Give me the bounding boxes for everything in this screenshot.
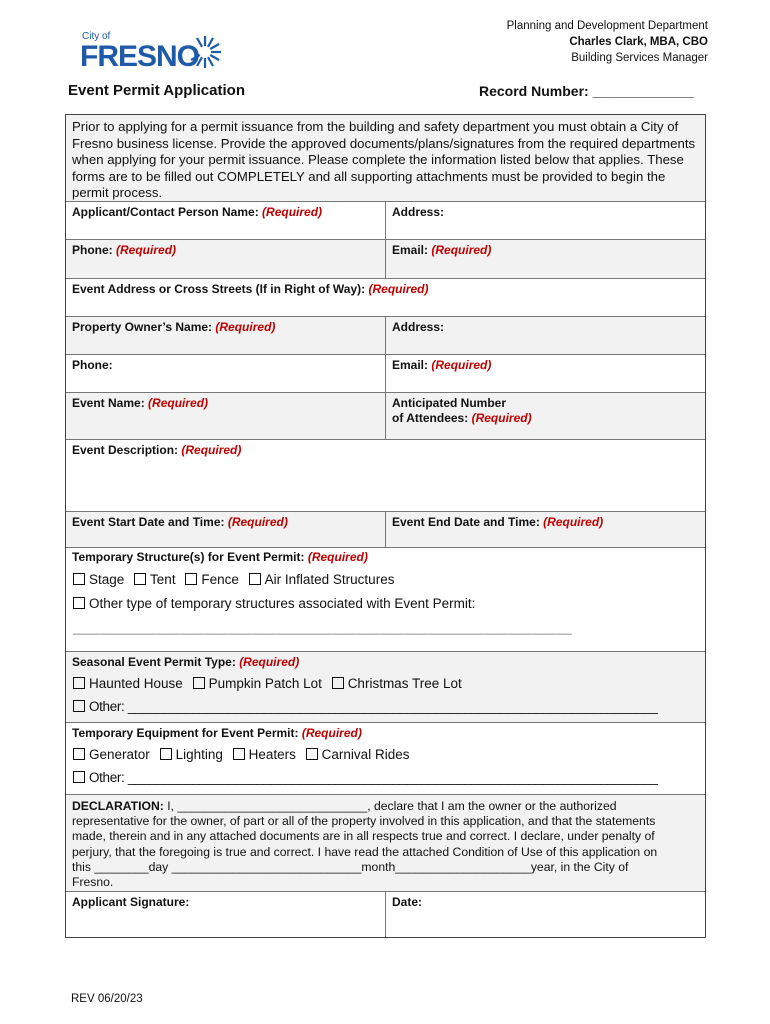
- declaration-label: DECLARATION:: [72, 799, 164, 813]
- checkbox-icon: [134, 573, 146, 585]
- event-address-field[interactable]: [66, 279, 705, 316]
- required-tag: (Required): [116, 243, 177, 257]
- checkbox-icon: [73, 771, 85, 783]
- logo-city-text: City of: [82, 31, 111, 42]
- owner-address-field[interactable]: [386, 317, 705, 354]
- phone-label: Phone:: [72, 243, 113, 257]
- declaration-line: made, therein and in any attached documents are in all respects true and correct. I declare, under penalty of: [72, 829, 655, 844]
- seasonal-label: Seasonal Event Permit Type:: [72, 655, 236, 669]
- email-label: Email:: [392, 243, 429, 257]
- manager-name: Charles Clark, MBA, CBO: [569, 36, 708, 48]
- required-tag: (Required): [431, 243, 492, 257]
- checkbox-icon: [306, 748, 318, 760]
- checkbox-lighting[interactable]: [160, 747, 223, 762]
- option-label: Tent: [150, 572, 176, 587]
- required-tag: (Required): [227, 515, 288, 529]
- event-description-label: Event Description:: [72, 443, 179, 457]
- required-tag: (Required): [262, 205, 323, 219]
- applicant-address-field[interactable]: [386, 202, 705, 239]
- required-tag: (Required): [543, 515, 604, 529]
- record-number-label: Record Number: _____________: [479, 83, 694, 99]
- owner-email-field[interactable]: [386, 355, 705, 392]
- intro-text: Prior to applying for a permit issuance from the building and safety department you must obtain a City of Fresno business license. Provide the approved documents/plans/signatures from the required departments when applying for your permit issuance. Please complete the information listed below that applies. These forms are to be filled out COMPLETELY and all supporting attachments must be provided to begin the permit process.: [66, 115, 705, 202]
- seasonal-row: [66, 652, 705, 723]
- event-dates-row: [66, 512, 705, 548]
- option-label: Other: __________________________________________________________________________: [89, 770, 658, 785]
- required-tag: (Required): [307, 550, 368, 564]
- declaration: [66, 795, 705, 892]
- event-name-field[interactable]: [66, 393, 386, 439]
- option-label: Fence: [201, 572, 239, 587]
- checkbox-icon: [249, 573, 261, 585]
- option-label: Lighting: [175, 747, 223, 762]
- event-end-field[interactable]: [386, 512, 705, 547]
- structures-row: [66, 548, 705, 652]
- applicant-name-field[interactable]: [66, 202, 386, 239]
- declaration-line: this ________day ____________________________month____________________year, in the City of: [72, 859, 629, 874]
- owner-address-label: Address:: [392, 320, 445, 334]
- checkbox-equipment-other[interactable]: [73, 770, 658, 785]
- equipment-label: Temporary Equipment for Event Permit:: [72, 726, 299, 740]
- owner-name-field[interactable]: [66, 317, 386, 354]
- required-tag: (Required): [239, 655, 300, 669]
- attendees-label-line2: of Attendees:: [392, 411, 469, 425]
- date-label: Date:: [392, 895, 423, 909]
- checkbox-heaters[interactable]: [233, 747, 296, 762]
- owner-row: [66, 317, 705, 355]
- option-label: Christmas Tree Lot: [347, 676, 462, 691]
- option-label: Generator: [89, 747, 150, 762]
- signature-field[interactable]: [66, 892, 386, 937]
- equipment-row: [66, 723, 705, 795]
- applicant-name-label: Applicant/Contact Person Name:: [72, 205, 259, 219]
- attendees-field[interactable]: [386, 393, 705, 439]
- event-description-field[interactable]: [66, 440, 705, 511]
- event-address-label: Event Address or Cross Streets (If in Right of Way):: [72, 282, 366, 296]
- city-logo: [80, 31, 220, 73]
- sun-icon: [188, 35, 222, 69]
- owner-name-label: Property Owner’s Name:: [72, 320, 213, 334]
- owner-email-label: Email:: [392, 358, 429, 372]
- event-start-label: Event Start Date and Time:: [72, 515, 225, 529]
- structures-options: [73, 572, 394, 587]
- page-title: Event Permit Application: [68, 82, 245, 99]
- checkbox-other-structure[interactable]: [73, 596, 475, 611]
- event-name-label: Event Name:: [72, 396, 145, 410]
- phone-field[interactable]: [66, 240, 386, 278]
- checkbox-stage[interactable]: [73, 572, 124, 587]
- revision-date: REV 06/20/23: [71, 993, 143, 1005]
- email-field[interactable]: [386, 240, 705, 278]
- required-tag: (Required): [471, 411, 532, 425]
- checkbox-pumpkin-patch[interactable]: [193, 676, 322, 691]
- applicant-row: [66, 202, 705, 240]
- contact-row: [66, 240, 705, 279]
- declaration-line: I, ____________________________, declare that I am the owner or the authorized: [163, 799, 617, 813]
- option-label: Carnival Rides: [321, 747, 410, 762]
- checkbox-carnival-rides[interactable]: [306, 747, 410, 762]
- signature-row: [66, 892, 705, 937]
- seasonal-options: [73, 676, 462, 691]
- event-description-row: [66, 440, 705, 512]
- checkbox-icon: [185, 573, 197, 585]
- address-label: Address:: [392, 205, 445, 219]
- option-label: Other type of temporary structures associated with Event Permit:: [89, 596, 476, 611]
- checkbox-air-inflated[interactable]: [249, 572, 395, 587]
- owner-contact-row: [66, 355, 705, 393]
- option-label: Haunted House: [89, 676, 183, 691]
- declaration-line: perjury, that the foregoing is true and correct. I have read the attached Condition of Use of this application on: [72, 844, 658, 859]
- owner-phone-field[interactable]: [66, 355, 386, 392]
- checkbox-generator[interactable]: [73, 747, 150, 762]
- option-label: Heaters: [248, 747, 296, 762]
- option-label: Air Inflated Structures: [264, 572, 395, 587]
- checkbox-icon: [233, 748, 245, 760]
- checkbox-icon: [160, 748, 172, 760]
- required-tag: (Required): [368, 282, 429, 296]
- attendees-label-line1: Anticipated Number: [392, 396, 507, 410]
- checkbox-icon: [193, 677, 205, 689]
- event-start-field[interactable]: [66, 512, 386, 547]
- structures-label: Temporary Structure(s) for Event Permit:: [72, 550, 305, 564]
- checkbox-icon: [73, 700, 85, 712]
- signature-label: Applicant Signature:: [72, 895, 190, 909]
- manager-title: Building Services Manager: [571, 52, 708, 64]
- owner-phone-label: Phone:: [72, 358, 113, 372]
- checkbox-icon: [73, 573, 85, 585]
- checkbox-haunted-house[interactable]: [73, 676, 183, 691]
- permit-form: [65, 114, 706, 938]
- event-end-label: Event End Date and Time:: [392, 515, 540, 529]
- event-address-row: [66, 279, 705, 317]
- checkbox-icon: [73, 677, 85, 689]
- event-name-row: [66, 393, 705, 440]
- required-tag: (Required): [181, 443, 242, 457]
- declaration-line: representative for the owner, of part or all of the property involved in this application, and that the statements: [72, 814, 656, 829]
- checkbox-seasonal-other[interactable]: [73, 699, 658, 714]
- checkbox-fence[interactable]: [185, 572, 239, 587]
- declaration-line: Fresno.: [72, 875, 114, 890]
- checkbox-icon: [73, 597, 85, 609]
- required-tag: (Required): [148, 396, 209, 410]
- date-field[interactable]: [386, 892, 705, 937]
- structure-other-line[interactable]: __________________________________________________________________________________: [73, 621, 572, 635]
- department-info: [507, 18, 708, 66]
- required-tag: (Required): [301, 726, 362, 740]
- logo-wordmark: FRESNO: [80, 40, 200, 73]
- required-tag: (Required): [431, 358, 492, 372]
- required-tag: (Required): [215, 320, 276, 334]
- checkbox-icon: [73, 748, 85, 760]
- option-label: Other: __________________________________________________________________________: [89, 699, 658, 714]
- checkbox-christmas-tree[interactable]: [332, 676, 462, 691]
- option-label: Stage: [89, 572, 125, 587]
- checkbox-icon: [332, 677, 344, 689]
- checkbox-tent[interactable]: [134, 572, 176, 587]
- equipment-options: [73, 747, 409, 762]
- dept-name: Planning and Development Department: [506, 20, 708, 32]
- option-label: Pumpkin Patch Lot: [208, 676, 322, 691]
